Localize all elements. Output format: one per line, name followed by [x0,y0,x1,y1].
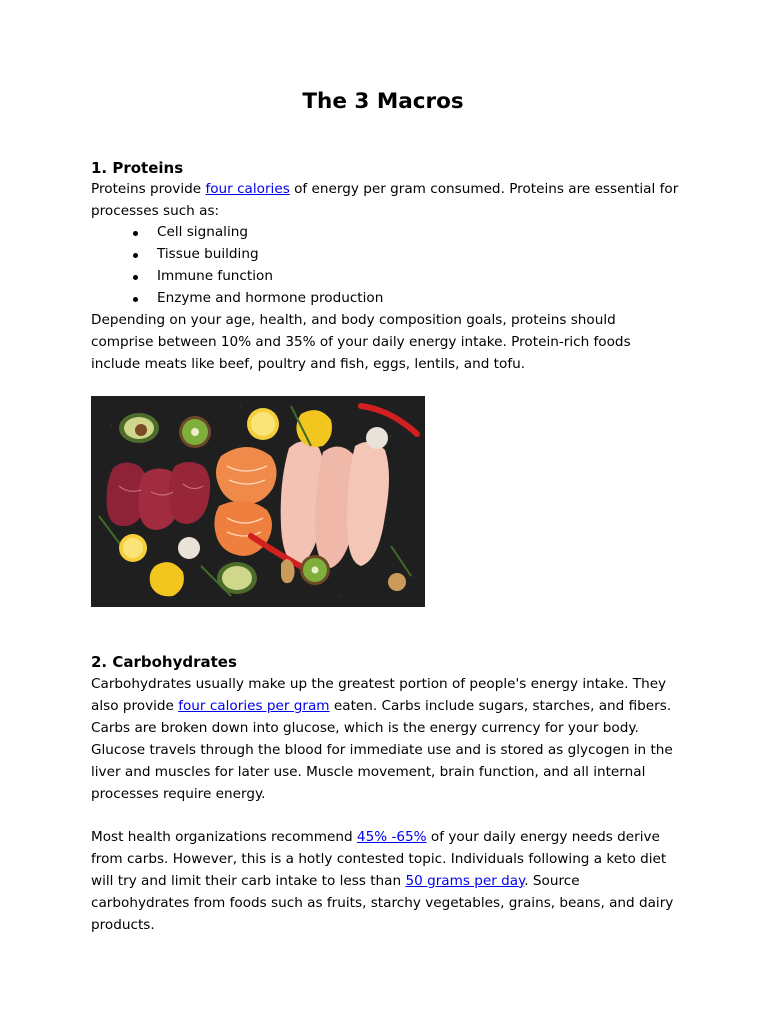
list-item [91,244,383,266]
section-heading-carbohydrates: 2. Carbohydrates [91,653,237,671]
carbs-p1-before: Carbohydrates usually make up the greatest portion of people's energy intake. They also provide [91,676,667,714]
food-photo [91,396,425,607]
link-50-grams-per-day[interactable]: 50 grams per day [405,872,525,889]
carbohydrates-paragraph-1 [91,674,681,805]
link-four-calories-per-gram[interactable]: four calories per gram [178,697,330,714]
carbs-p1-after: eaten. Carbs include sugars, starches, and fibers. Carbs are broken down into glucose, which is the energy currency for your body. Glucose travels through the blood for immediate use and is stored as glycogen in the liver and muscles for later use. Muscle movement, brain function, and all internal processes require energy. [91,697,673,802]
proteins-body: Depending on your age, health, and body composition goals, proteins should comprise between 10% and 35% of your daily energy intake. Protein-rich foods include meats like beef, poultry and fish, eggs, lentils, and tofu. [91,312,631,372]
proteins-intro [91,179,681,223]
carbs-p2-mid: of your daily energy needs derive from carbs. However, this is a hotly contested topic. Individuals following a keto diet will try and limit their carb intake to less than [91,829,667,889]
proteins-intro-after: of energy per gram consumed. Proteins are essential for processes such as: [91,181,679,219]
section-heading-proteins: 1. Proteins [91,159,184,177]
bullet-icon [133,275,138,280]
list-item [91,222,383,244]
proteins-bullet-list [91,222,383,310]
link-four-calories[interactable]: four calories [205,181,290,197]
bullet-text: Enzyme and hormone production [157,289,384,306]
carbohydrates-paragraph-2 [91,827,681,937]
bullet-icon [133,253,138,258]
bullet-text: Immune function [157,267,273,284]
list-item [91,288,383,310]
page-title: The 3 Macros [302,89,464,114]
bullet-icon [133,297,138,302]
bullet-text: Tissue building [157,245,259,262]
link-45-65-percent[interactable]: 45% -65% [356,829,427,845]
carbs-p2-before: Most health organizations recommend [91,829,357,845]
proteins-intro-before: Proteins provide [91,181,206,197]
bullet-text: Cell signaling [157,224,248,240]
list-item [91,266,383,288]
carbs-p2-after: . Source carbohydrates from foods such as fruits, starchy vegetables, grains, beans, and dairy products. [91,872,674,933]
bullet-icon [133,231,138,236]
